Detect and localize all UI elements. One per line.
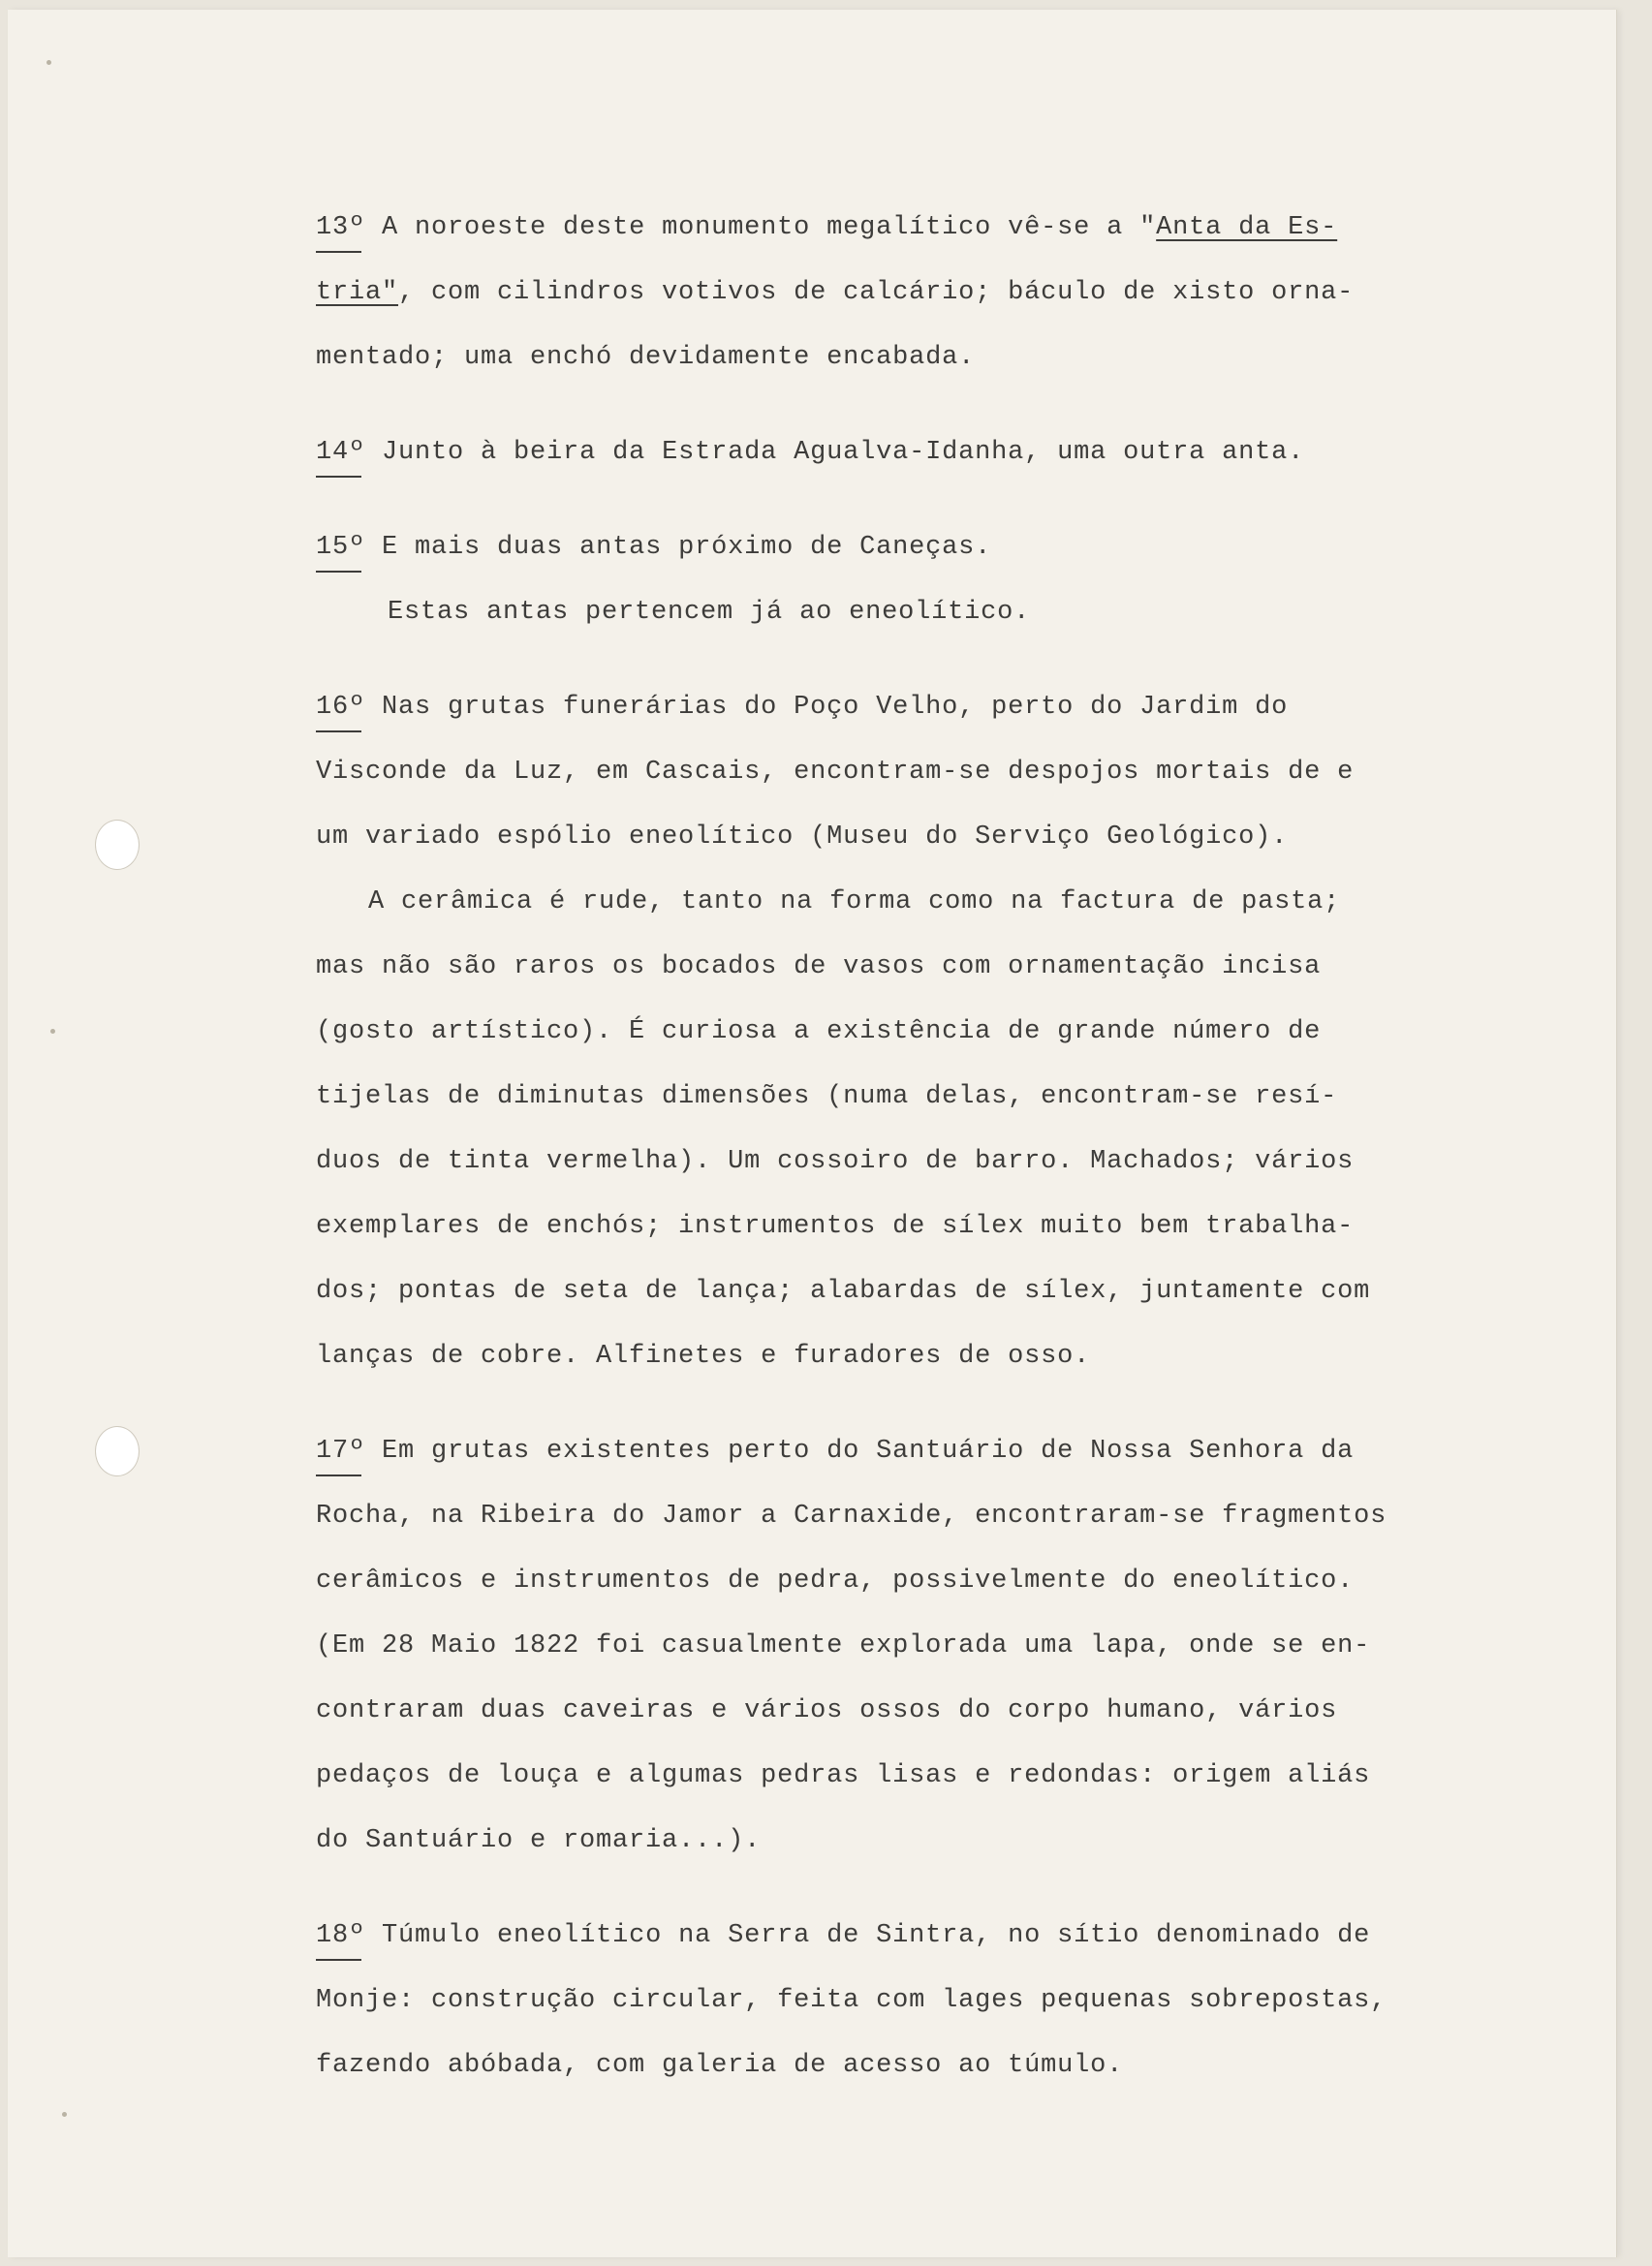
punch-hole xyxy=(95,1426,140,1476)
text-line: fazendo abóbada, com galeria de acesso ao túmulo. xyxy=(316,2051,1124,2080)
entry-18 xyxy=(316,1904,1459,2098)
entry-number: 17º xyxy=(316,1419,365,1484)
text-line: duos de tinta vermelha). Um cossoiro de barro. Machados; vários xyxy=(316,1147,1355,1176)
text-line: cerâmicos e instrumentos de pedra, possivelmente do eneolítico. xyxy=(316,1567,1355,1596)
entry-14 xyxy=(316,420,1459,485)
line-text: Junto à beira da Estrada Agualva-Idanha, uma outra anta. xyxy=(382,438,1305,467)
text-line: (gosto artístico). É curiosa a existência de grande número de xyxy=(316,1017,1322,1046)
text-line xyxy=(316,196,1459,261)
text-line xyxy=(316,1419,1459,1484)
text-line xyxy=(316,515,1459,580)
entry-17 xyxy=(316,1419,1459,1874)
paper-sheet xyxy=(8,10,1617,2257)
text-line xyxy=(316,261,1459,326)
text-line: mas não são raros os bocados de vasos com ornamentação incisa xyxy=(316,952,1322,981)
line-text-tail: , com cilindros votivos de calcário; báculo de xisto orna- xyxy=(398,278,1355,307)
text-line: tijelas de diminutas dimensões (numa delas, encontram-se resí- xyxy=(316,1082,1338,1111)
line-text: Em grutas existentes perto do Santuário de Nossa Senhora da xyxy=(382,1437,1355,1466)
text-line xyxy=(316,420,1459,485)
text-line: do Santuário e romaria...). xyxy=(316,1826,762,1855)
paper-speck xyxy=(62,2112,67,2117)
text-line: dos; pontas de seta de lança; alabardas de sílex, juntamente com xyxy=(316,1277,1371,1306)
entry-number: 14º xyxy=(316,420,365,485)
entry-13 xyxy=(316,196,1459,390)
entry-number: 16º xyxy=(316,675,365,740)
text-line: um variado espólio eneolítico (Museu do Serviço Geológico). xyxy=(316,823,1289,852)
text-line: mentado; uma enchó devidamente encabada. xyxy=(316,343,976,372)
text-line: Monje: construção circular, feita com lages pequenas sobrepostas, xyxy=(316,1986,1387,2015)
text-line: contraram duas caveiras e vários ossos do corpo humano, vários xyxy=(316,1696,1338,1725)
underlined-place-name: tria" xyxy=(316,278,399,307)
punch-hole xyxy=(95,820,140,870)
paper-speck xyxy=(47,60,51,65)
text-line: lanças de cobre. Alfinetes e furadores de osso. xyxy=(316,1342,1091,1371)
paper-speck xyxy=(50,1029,55,1034)
typed-text xyxy=(316,196,1459,2098)
underlined-place-name: Anta da Es- xyxy=(1156,213,1338,242)
text-line: Visconde da Luz, em Cascais, encontram-se despojos mortais de e xyxy=(316,758,1355,787)
text-line: (Em 28 Maio 1822 foi casualmente explorada uma lapa, onde se en- xyxy=(316,1631,1371,1661)
text-line: exemplares de enchós; instrumentos de sílex muito bem trabalha- xyxy=(316,1212,1355,1241)
line-text: Nas grutas funerárias do Poço Velho, perto do Jardim do xyxy=(382,693,1289,722)
text-line: Estas antas pertencem já ao eneolítico. xyxy=(388,598,1031,627)
line-text: Túmulo eneolítico na Serra de Sintra, no sítio denominado de xyxy=(382,1921,1371,1950)
line-text: E mais duas antas próximo de Caneças. xyxy=(382,533,992,562)
entry-15 xyxy=(316,515,1459,645)
entry-number: 18º xyxy=(316,1904,365,1969)
entry-16 xyxy=(316,675,1459,1389)
text-line: A cerâmica é rude, tanto na forma como na factura de pasta; xyxy=(368,887,1341,916)
entry-number: 13º xyxy=(316,196,365,261)
text-line: pedaços de louça e algumas pedras lisas e redondas: origem aliás xyxy=(316,1761,1371,1790)
text-line xyxy=(316,675,1459,740)
text-line xyxy=(316,1904,1459,1969)
text-line: Rocha, na Ribeira do Jamor a Carnaxide, encontraram-se fragmentos xyxy=(316,1502,1387,1531)
entry-number: 15º xyxy=(316,515,365,580)
line-text-head: A noroeste deste monumento megalítico vê-se a " xyxy=(382,213,1157,242)
